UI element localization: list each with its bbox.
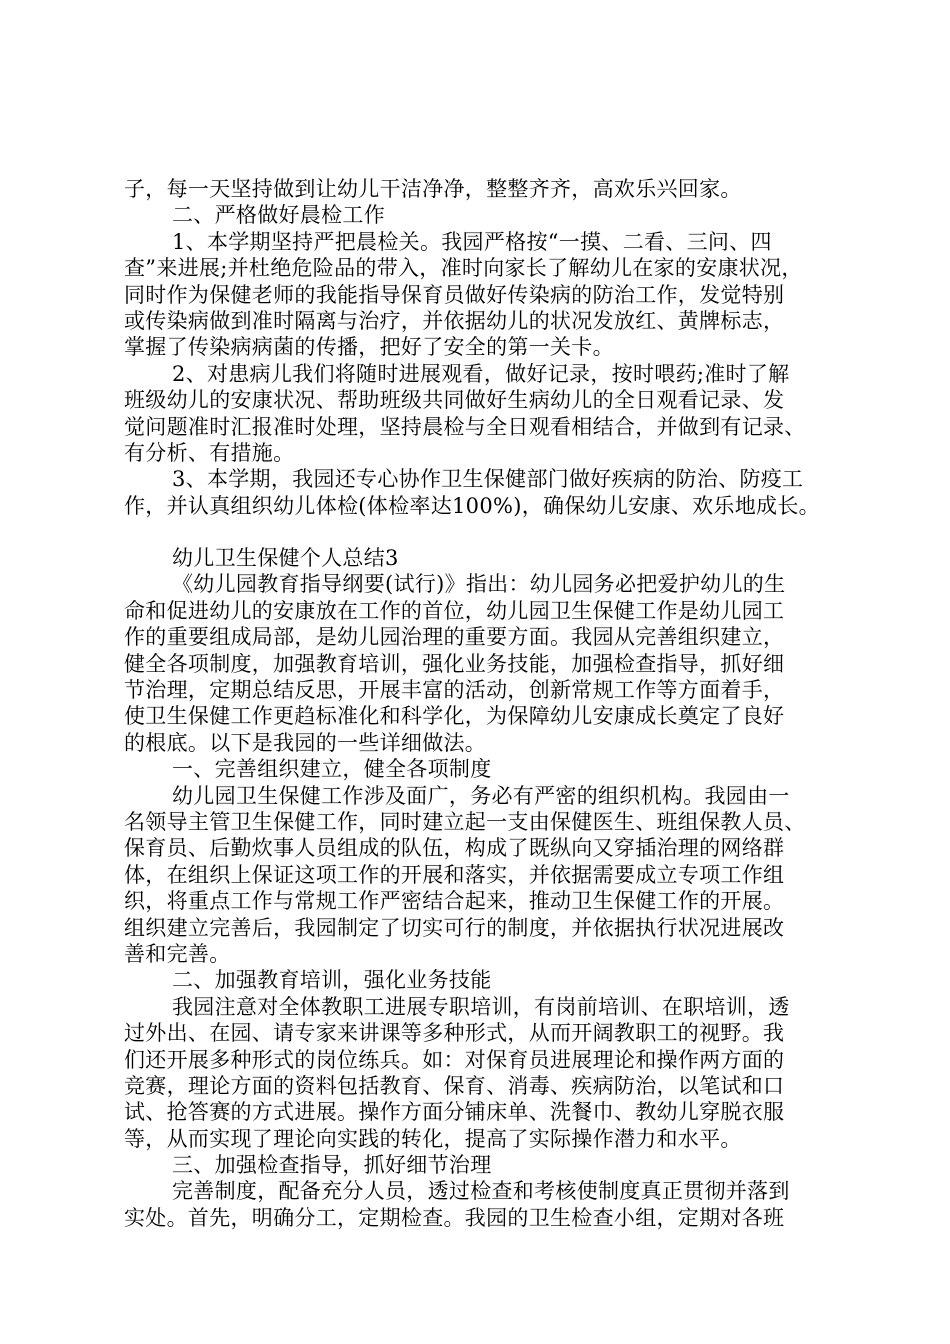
text-line: 《幼儿园教育指导纲要(试行)》指出：幼儿园务必把爱护幼儿的生: [172, 572, 786, 597]
text-line: 班级幼儿的安康状况、帮助班级共同做好生病幼儿的全日观看记录、发: [124, 388, 785, 413]
text-line: 作的重要组成局部，是幼儿园治理的重要方面。我园从完善组织建立，: [124, 625, 785, 650]
text-line: 我园注意对全体教职工进展专职培训，有岗前培训、在职培训，透: [172, 994, 790, 1019]
text-line: 节治理，定期总结反思，开展丰富的活动，创新常规工作等方面着手，: [124, 678, 785, 703]
text-line: 查”来进展;并杜绝危险品的带入，准时向家长了解幼儿在家的安康状况，: [124, 256, 803, 281]
text-line: 名领导主管卫生保健工作，同时建立起一支由保健医生、班组保教人员、: [124, 809, 806, 834]
text-section-summary-3: [124, 545, 836, 1231]
text-line: 命和促进幼儿的安康放在工作的首位，幼儿园卫生保健工作是幼儿园工: [124, 598, 785, 623]
text-line: 们还开展多种形式的岗位练兵。如：对保育员进展理论和操作两方面的: [124, 1047, 785, 1072]
text-line: 完善制度，配备充分人员，透过检查和考核使制度真正贯彻并落到: [172, 1179, 790, 1204]
text-line: 3、本学期，我园还专心协作卫生保健部门做好疾病的防治、防疫工: [172, 467, 804, 492]
text-line: 幼儿园卫生保健工作涉及面广，务必有严密的组织机构。我园由一: [172, 783, 790, 808]
text-line: 二、严格做好晨检工作: [172, 203, 385, 228]
text-line: 体，在组织上保证这项工作的开展和落实，并依据需要成立专项工作组: [124, 862, 785, 887]
text-line: 同时作为保健老师的我能指导保育员做好传染病的防治工作，发觉特别: [124, 282, 785, 307]
text-line: 子，每一天坚持做到让幼儿干洁净净，整整齐齐，高欢乐兴回家。: [124, 177, 742, 201]
text-line: 作，并认真组织幼儿体检(体检率达100%)，确保幼儿安康、欢乐地成长。: [124, 493, 820, 518]
text-line: 三、加强检查指导，抓好细节治理: [172, 1153, 492, 1178]
text-line: 健全各项制度，加强教育培训，强化业务技能，加强检查指导，抓好细: [124, 651, 785, 676]
text-line: 有分析、有措施。: [124, 440, 295, 465]
text-line: 幼儿卫生保健个人总结3: [172, 546, 399, 571]
text-line: 使卫生保健工作更趋标准化和科学化，为保障幼儿安康成长奠定了良好: [124, 704, 785, 729]
text-line: 2、对患病儿我们将随时进展观看，做好记录，按时喂药;准时了解: [172, 361, 790, 386]
text-line: 掌握了传染病病菌的传播，把好了安全的第一关卡。: [124, 335, 614, 360]
text-line: 1、本学期坚持严把晨检关。我园严格按“一摸、二看、三问、四: [172, 229, 772, 254]
text-line: 的根底。以下是我园的一些详细做法。: [124, 730, 487, 755]
text-line: 等，从而实现了理论向实践的转化，提高了实际操作潜力和水平。: [124, 1126, 742, 1151]
document-page: [124, 176, 836, 1231]
text-line: 组织建立完善后，我园制定了切实可行的制度，并依据执行状况进展改: [124, 915, 785, 940]
text-line: 织，将重点工作与常规工作严密结合起来，推动卫生保健工作的开展。: [124, 889, 785, 914]
section-gap: [124, 519, 836, 545]
text-line: 觉问题准时汇报准时处理，坚持晨检与全日观看相结合，并做到有记录、: [124, 414, 806, 439]
text-line: 或传染病做到准时隔离与治疗，并依据幼儿的状况发放红、黄牌标志，: [124, 308, 785, 333]
text-line: 一、完善组织建立，健全各项制度: [172, 757, 492, 782]
text-line: 过外出、在园、请专家来讲课等多种形式，从而开阔教职工的视野。我: [124, 1021, 785, 1046]
text-line: 竞赛，理论方面的资料包括教育、保育、消毒、疾病防治，以笔试和口: [124, 1073, 785, 1098]
text-line: 试、抢答赛的方式进展。操作方面分铺床单、洗餐巾、教幼儿穿脱衣服: [124, 1100, 785, 1125]
text-line: 实处。首先，明确分工，定期检查。我园的卫生检查小组，定期对各班: [124, 1205, 785, 1230]
text-section-morning-check: [124, 176, 836, 519]
text-line: 二、加强教育培训，强化业务技能: [172, 968, 492, 993]
text-line: 保育员、后勤炊事人员组成的队伍，构成了既纵向又穿插治理的网络群: [124, 836, 785, 861]
text-line: 善和完善。: [124, 941, 231, 966]
